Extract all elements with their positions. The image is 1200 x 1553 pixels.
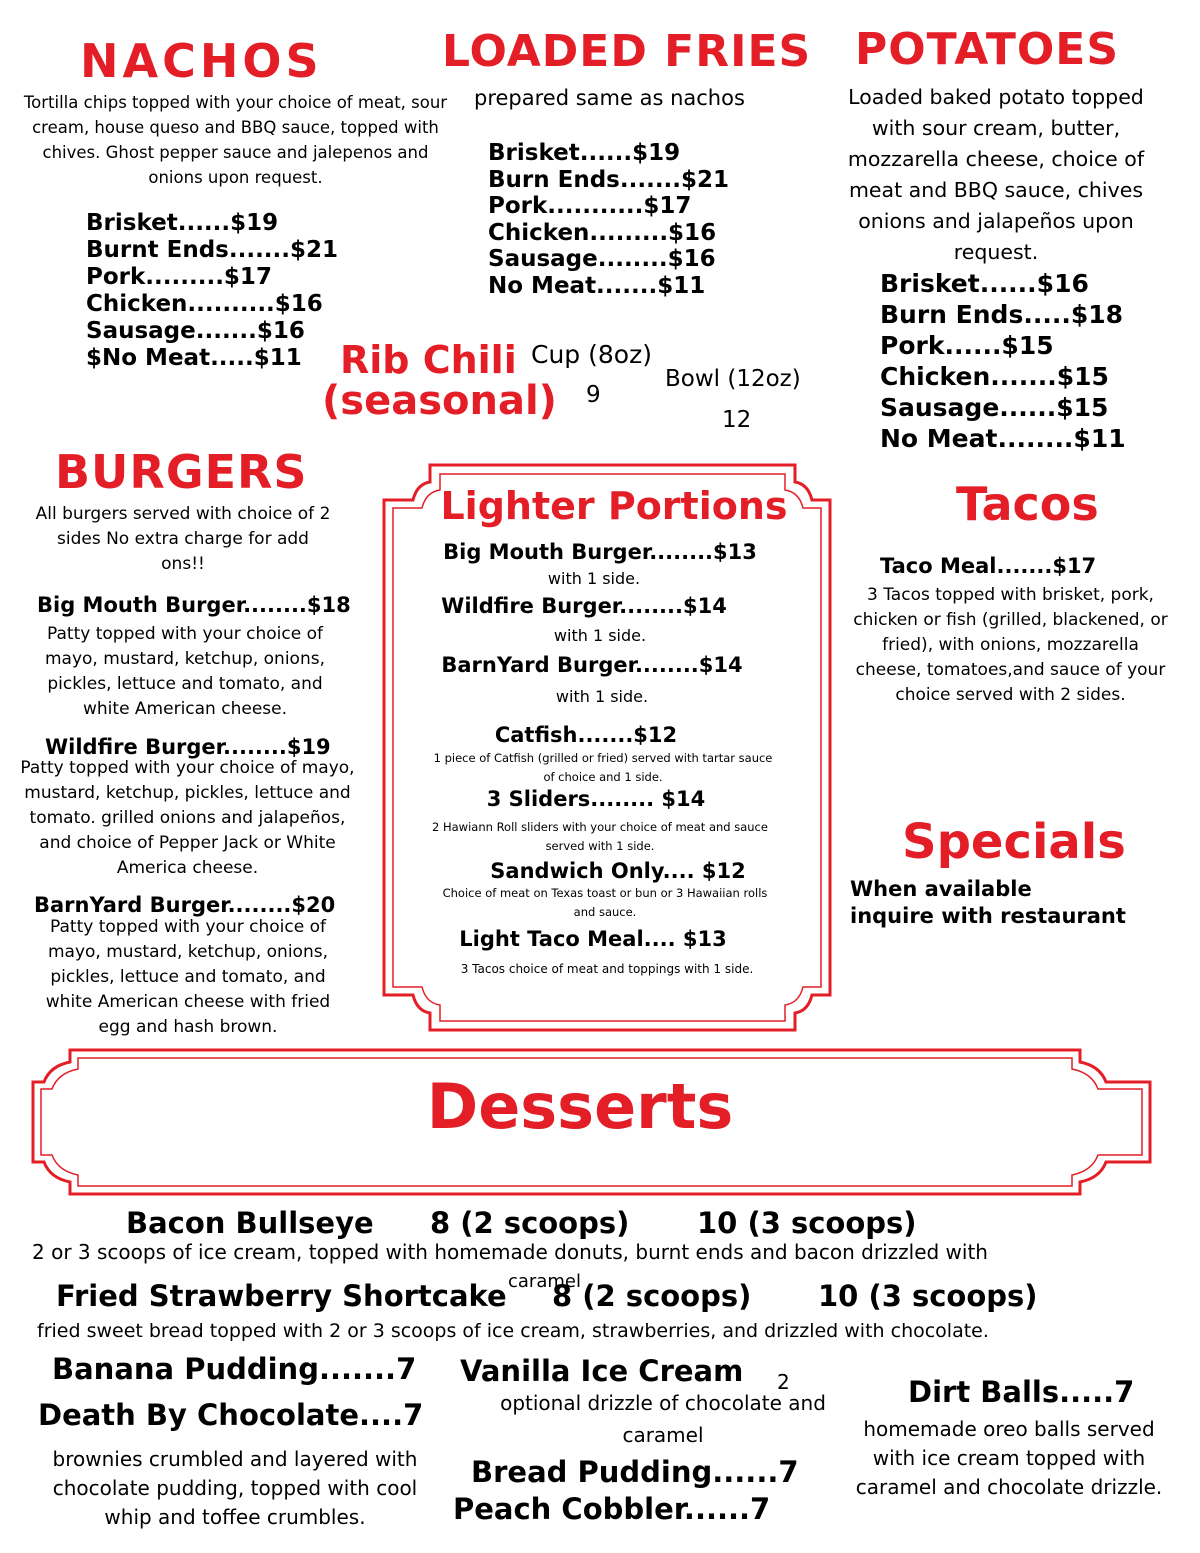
bacon-bullseye-description-end: caramel bbox=[508, 1271, 581, 1292]
tacos-title: Tacos bbox=[956, 477, 1099, 531]
death-by-chocolate-description: brownies crumbled and layered with chocolate pudding, topped with cool whip and toffee crumbles. bbox=[52, 1447, 418, 1529]
price-item: Chicken.........$16 bbox=[488, 219, 717, 246]
lp-wildfire-note: with 1 side. bbox=[553, 626, 647, 645]
bacon-bullseye-price-2-scoops: 8 (2 scoops) bbox=[430, 1206, 630, 1240]
peach-cobbler: Peach Cobbler......7 bbox=[453, 1492, 771, 1526]
price-item: Burn Ends.......$21 bbox=[488, 166, 730, 193]
loaded-fries-title: LOADED FRIES bbox=[442, 26, 812, 77]
lp-light-taco-meal: Light Taco Meal.... $13 bbox=[459, 927, 727, 951]
shortcake-price-2-scoops: 8 (2 scoops) bbox=[552, 1279, 752, 1313]
price-item: Brisket......$19 bbox=[86, 210, 279, 236]
taco-meal-item: Taco Meal.......$17 bbox=[880, 554, 1097, 578]
lp-sandwich: Sandwich Only.... $12 bbox=[490, 859, 746, 883]
rib-chili-cup-price: 9 bbox=[586, 382, 601, 408]
fried-strawberry-shortcake-name: Fried Strawberry Shortcake bbox=[56, 1279, 507, 1313]
lp-sandwich-note: Choice of meat on Texas toast or bun or 3 Hawaiian rolls and sauce. bbox=[442, 886, 768, 919]
desserts-title: Desserts bbox=[426, 1070, 734, 1143]
taco-meal-description: 3 Tacos topped with brisket, pork, chicken or fish (grilled, blackened, or fried), with onions, mozzarella cheese, tomatoes,and sauce of your choice served with 2 sides. bbox=[853, 585, 1168, 705]
price-item: Chicken..........$16 bbox=[86, 291, 323, 317]
price-item: $No Meat.....$11 bbox=[86, 345, 302, 371]
burgers-description: All burgers served with choice of 2 sides No extra charge for add ons!! bbox=[35, 504, 331, 574]
barnyard-burger-name: BarnYard Burger........$20 bbox=[34, 893, 336, 917]
burgers-title: BURGERS bbox=[55, 445, 308, 499]
nachos-description: Tortilla chips topped with your choice of meat, sour cream, house queso and BBQ sauce, topped with chives. Ghost pepper sauce and jalepenos and onions upon request. bbox=[23, 93, 448, 187]
shortcake-price-3-scoops: 10 (3 scoops) bbox=[818, 1279, 1038, 1313]
nachos-title: NACHOS bbox=[80, 34, 323, 88]
lp-big-mouth-burger: Big Mouth Burger........$13 bbox=[443, 540, 757, 564]
banana-pudding: Banana Pudding.......7 bbox=[52, 1352, 417, 1386]
price-item: Chicken.......$15 bbox=[880, 362, 1109, 391]
price-item: Brisket......$19 bbox=[488, 140, 681, 166]
loaded-fries-description: prepared same as nachos bbox=[474, 86, 745, 110]
price-item: Pork.........$17 bbox=[86, 264, 272, 290]
specials-title: Specials bbox=[902, 814, 1126, 870]
potatoes-description: Loaded baked potato topped with sour cream, butter, mozzarella cheese, choice of meat and BBQ sauce, chives onions and jalapeños upon request. bbox=[847, 85, 1145, 264]
rib-chili-cup-label: Cup (8oz) bbox=[531, 340, 652, 369]
lighter-portions-title: Lighter Portions bbox=[440, 484, 788, 528]
wildfire-burger-name: Wildfire Burger........$19 bbox=[45, 735, 331, 759]
price-item: Sausage......$15 bbox=[880, 393, 1109, 422]
price-item: Brisket......$16 bbox=[880, 269, 1089, 298]
dirt-balls-description: homemade oreo balls served with ice cream topped with caramel and chocolate drizzle. bbox=[855, 1417, 1163, 1499]
bread-pudding: Bread Pudding......7 bbox=[471, 1455, 799, 1489]
loaded-fries-price-list bbox=[488, 140, 729, 299]
rib-chili-bowl-price: 12 bbox=[722, 407, 752, 433]
price-item: No Meat.......$11 bbox=[488, 272, 706, 299]
lp-wildfire-burger: Wildfire Burger........$14 bbox=[441, 594, 727, 618]
rib-chili-title: Rib Chili bbox=[340, 338, 517, 382]
price-item: No Meat........$11 bbox=[880, 424, 1126, 453]
nachos-price-list bbox=[86, 210, 338, 372]
wildfire-burger-description: Patty topped with your choice of mayo, mustard, ketchup, pickles, lettuce and tomato. grilled onions and jalapeños, and choice of Pepper Jack or White America cheese. bbox=[20, 758, 355, 878]
dirt-balls: Dirt Balls.....7 bbox=[908, 1375, 1135, 1409]
potatoes-title: POTATOES bbox=[855, 24, 1120, 75]
lp-big-mouth-note: with 1 side. bbox=[547, 569, 641, 588]
lp-sliders: 3 Sliders........ $14 bbox=[486, 787, 706, 811]
price-item: Pork...........$17 bbox=[488, 193, 692, 219]
lp-barnyard-burger: BarnYard Burger........$14 bbox=[441, 653, 743, 677]
price-item: Burnt Ends.......$21 bbox=[86, 237, 339, 263]
price-item: Pork......$15 bbox=[880, 331, 1054, 360]
vanilla-ice-cream-description: optional drizzle of chocolate and caramel bbox=[500, 1391, 826, 1447]
big-mouth-burger-name: Big Mouth Burger........$18 bbox=[37, 593, 351, 617]
bacon-bullseye-price-3-scoops: 10 (3 scoops) bbox=[697, 1206, 917, 1240]
vanilla-ice-cream-price: 2 bbox=[777, 1370, 790, 1394]
barnyard-burger-description: Patty topped with your choice of mayo, mustard, ketchup, onions, pickles, lettuce and tomato, and white American cheese with fried egg and hash brown. bbox=[45, 917, 331, 1037]
big-mouth-burger-description: Patty topped with your choice of mayo, mustard, ketchup, onions, pickles, lettuce and tomato, and white American cheese. bbox=[44, 624, 325, 719]
death-by-chocolate: Death By Chocolate....7 bbox=[38, 1398, 424, 1432]
price-item: Sausage.......$16 bbox=[86, 318, 305, 344]
lp-barnyard-note: with 1 side. bbox=[555, 687, 649, 706]
shortcake-description: fried sweet bread topped with 2 or 3 scoops of ice cream, strawberries, and drizzled with chocolate. bbox=[37, 1320, 989, 1342]
specials-line-1: When available bbox=[850, 877, 1032, 901]
price-item: Sausage........$16 bbox=[488, 246, 716, 272]
rib-chili-seasonal: (seasonal) bbox=[322, 378, 557, 424]
specials-line-2: inquire with restaurant bbox=[850, 904, 1126, 928]
price-item: Burn Ends.....$18 bbox=[880, 300, 1124, 329]
bacon-bullseye-name: Bacon Bullseye bbox=[126, 1206, 374, 1240]
lp-sliders-note: 2 Hawiann Roll sliders with your choice of meat and sauce served with 1 side. bbox=[432, 820, 768, 853]
vanilla-ice-cream: Vanilla Ice Cream bbox=[460, 1354, 744, 1388]
lp-light-taco-note: 3 Tacos choice of meat and toppings with 1 side. bbox=[460, 962, 754, 976]
bacon-bullseye-description: 2 or 3 scoops of ice cream, topped with homemade donuts, burnt ends and bacon drizzled with bbox=[32, 1240, 988, 1264]
lp-catfish: Catfish.......$12 bbox=[494, 723, 678, 747]
lp-catfish-note: 1 piece of Catfish (grilled or fried) served with tartar sauce of choice and 1 side. bbox=[433, 751, 773, 784]
potatoes-price-list bbox=[880, 268, 1126, 454]
rib-chili-bowl-label: Bowl (12oz) bbox=[665, 366, 801, 392]
